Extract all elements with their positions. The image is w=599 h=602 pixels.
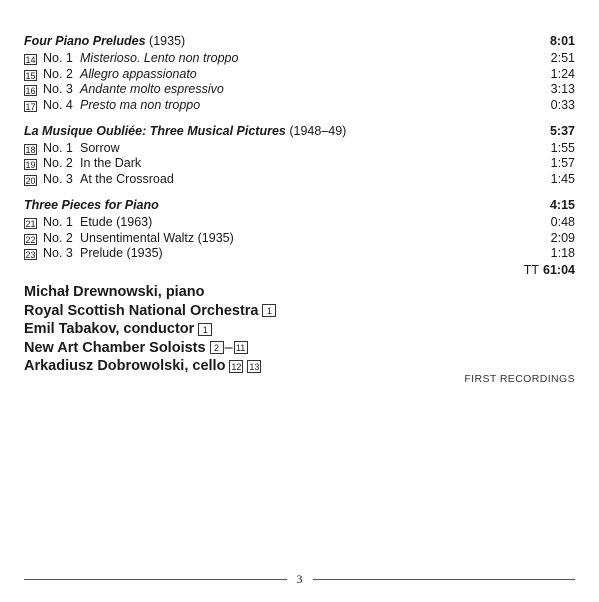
track-range-dash: – — [224, 339, 233, 356]
artist-name: Arkadiusz Dobrowolski, cello — [24, 358, 226, 375]
track-number-box: 14 — [25, 55, 36, 65]
track-title: In the Dark — [80, 156, 142, 171]
artist-credit — [24, 283, 575, 302]
artist-name: Royal Scottish National Orchestra — [24, 302, 259, 319]
track-movement-number: No. 1 — [43, 140, 73, 155]
artists-list — [24, 283, 575, 376]
work-header — [24, 34, 575, 51]
track-movement-number: No. 2 — [43, 230, 73, 245]
track-movement-number: No. 4 — [43, 98, 73, 113]
track-number-box: 16 — [25, 86, 36, 97]
track-duration: 2:09 — [550, 230, 575, 245]
artist-name: New Art Chamber Soloists — [24, 339, 206, 356]
track-duration: 1:57 — [550, 156, 575, 171]
track-number-box: 22 — [25, 234, 36, 245]
artist-credit — [24, 320, 575, 339]
track-movement-number: No. 2 — [43, 156, 73, 171]
track-duration: 1:24 — [550, 66, 575, 81]
track-movement-number: No. 1 — [43, 51, 73, 65]
track-row — [24, 98, 575, 114]
track-number-box: 19 — [25, 160, 36, 171]
track-title: Sorrow — [80, 140, 120, 155]
footer-rule-right — [313, 579, 576, 580]
work-gap — [24, 114, 575, 124]
total-time-value: 61:04 — [543, 262, 575, 277]
work-header — [24, 198, 575, 215]
artist-track-box: 2 — [210, 341, 224, 354]
track-number-box: 21 — [25, 218, 36, 229]
track-duration: 1:45 — [550, 172, 575, 187]
artist-name: Michał Drewnowski, piano — [24, 284, 205, 301]
footer-rule-left — [24, 579, 287, 580]
work-title: Four Piano Preludes — [24, 34, 146, 48]
track-title: Unsentimental Waltz (1935) — [80, 230, 234, 245]
track-number-box: 15 — [25, 70, 36, 81]
track-duration: 2:51 — [550, 51, 575, 65]
artist-track-box: 1 — [198, 323, 212, 336]
track-row — [24, 156, 575, 172]
track-number-box: 18 — [25, 144, 36, 155]
work-header — [24, 124, 575, 141]
artist-track-box: 13 — [249, 361, 260, 372]
track-duration: 1:18 — [550, 246, 575, 261]
work-title: Three Pieces for Piano — [24, 197, 159, 212]
track-movement-number: No. 3 — [43, 82, 73, 97]
track-row — [24, 172, 575, 188]
work-duration: 8:01 — [549, 34, 575, 48]
track-row — [24, 82, 575, 98]
artist-credit — [24, 301, 575, 320]
track-movement-number: No. 2 — [43, 66, 73, 81]
page-number: 3 — [296, 572, 303, 586]
track-row — [24, 51, 575, 67]
track-duration: 1:55 — [550, 140, 575, 155]
first-recordings-note: FIRST RECORDINGS — [464, 373, 575, 385]
works-list — [24, 34, 575, 262]
track-row — [24, 231, 575, 247]
track-number-box: 20 — [25, 176, 36, 187]
artist-track-box: 1 — [262, 304, 276, 317]
work-gap — [24, 188, 575, 198]
tracklist-page — [24, 34, 575, 375]
work-duration: 5:37 — [549, 123, 575, 138]
track-movement-number: No. 3 — [43, 172, 73, 187]
artist-credit — [24, 338, 575, 357]
track-row — [24, 215, 575, 231]
track-row — [24, 246, 575, 262]
track-row — [24, 67, 575, 83]
total-time-label: TT — [523, 262, 540, 277]
track-title: Etude (1963) — [80, 214, 153, 229]
track-number-box: 23 — [25, 250, 36, 261]
track-title: Andante molto espressivo — [80, 82, 224, 97]
work-title: La Musique Oubliée: Three Musical Pictures — [24, 123, 286, 138]
work-years: (1935) — [149, 34, 186, 48]
track-title: At the Crossroad — [80, 172, 174, 187]
track-number-box: 17 — [25, 102, 36, 113]
work-title-line — [24, 124, 346, 138]
track-title: Misterioso. Lento non troppo — [80, 51, 239, 65]
track-title: Allegro appassionato — [80, 66, 197, 81]
work-title-line — [24, 34, 185, 48]
work-title-line — [24, 198, 159, 212]
page-footer — [24, 572, 575, 587]
track-movement-number: No. 1 — [43, 214, 73, 229]
artist-name: Emil Tabakov, conductor — [24, 321, 195, 338]
artist-track-box: 11 — [234, 341, 248, 354]
track-duration: 0:48 — [550, 214, 575, 229]
work-duration: 4:15 — [549, 197, 575, 212]
track-duration: 0:33 — [550, 98, 575, 113]
work-years: (1948–49) — [289, 123, 347, 138]
artist-track-box: 12 — [231, 361, 242, 372]
track-title: Prelude (1935) — [80, 246, 163, 261]
track-duration: 3:13 — [550, 82, 575, 97]
track-title: Presto ma non troppo — [80, 98, 201, 113]
total-time — [24, 263, 575, 281]
track-movement-number: No. 3 — [43, 246, 73, 261]
track-row — [24, 141, 575, 157]
